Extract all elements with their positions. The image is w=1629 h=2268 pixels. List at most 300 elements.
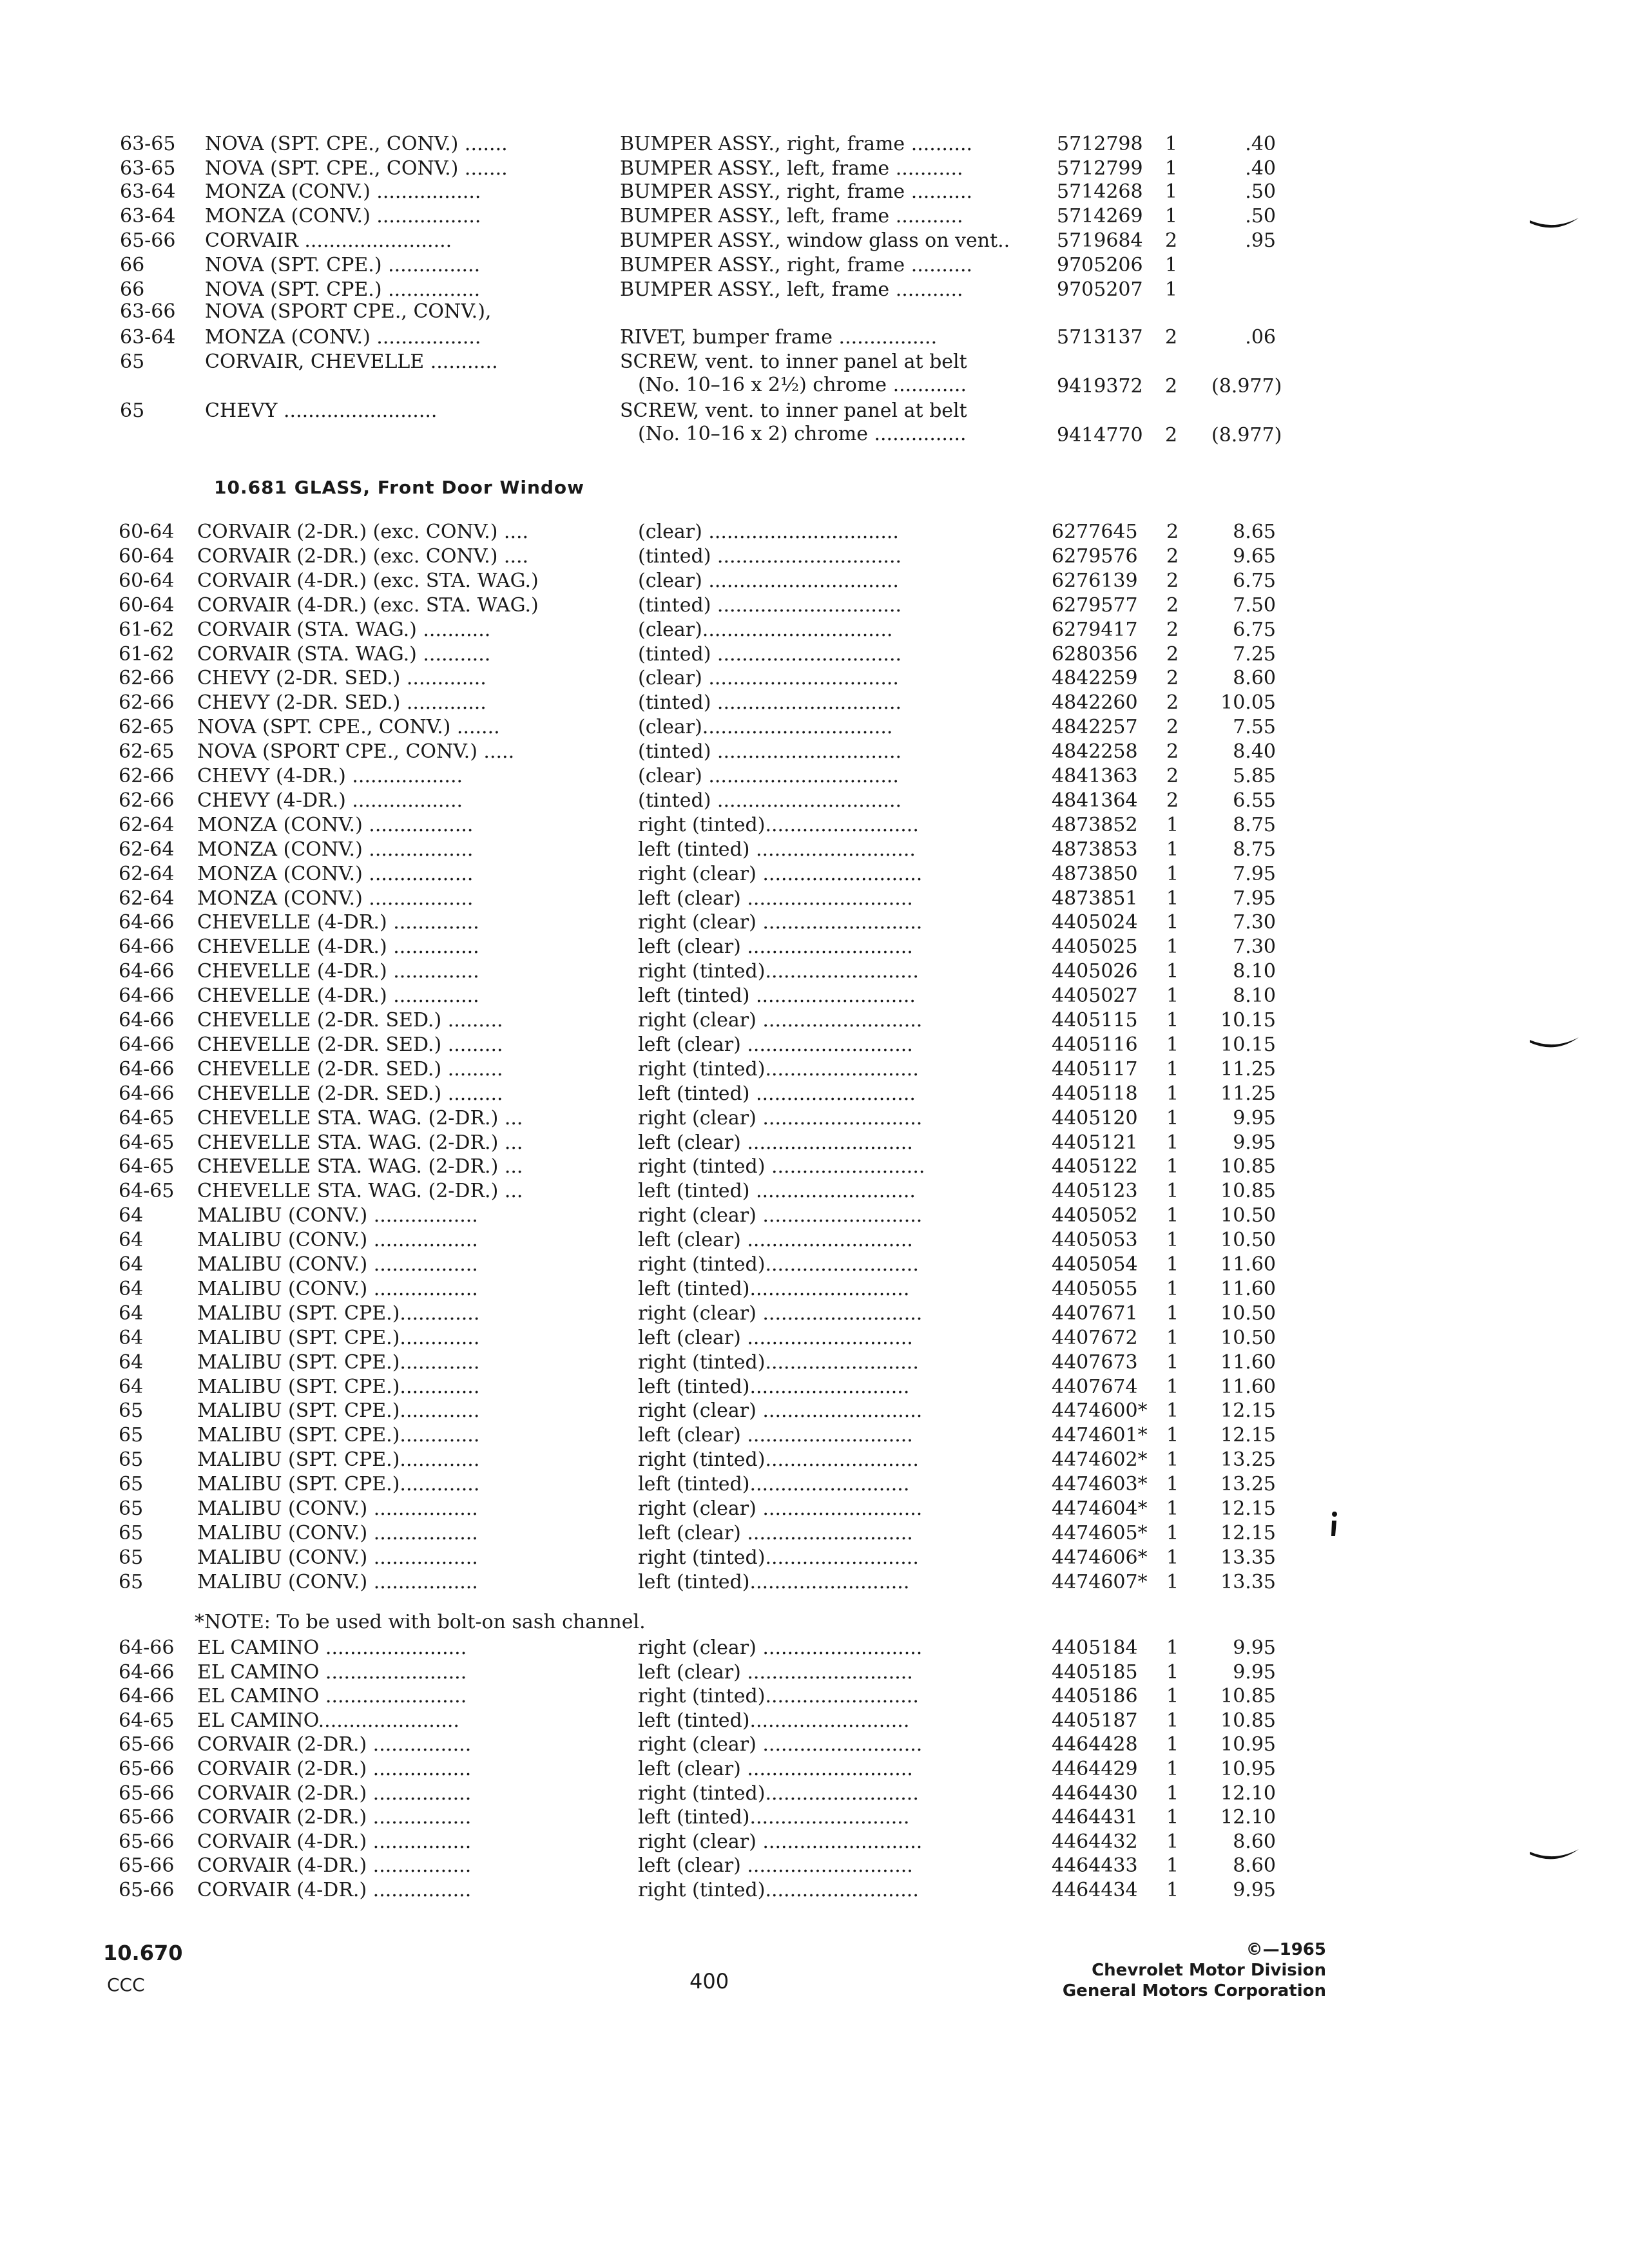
quantity-cell: 1 <box>1166 1758 1179 1780</box>
price-cell: 10.85 <box>1220 1180 1276 1203</box>
year-cell: 64-66 <box>119 1660 175 1684</box>
quantity-cell: 1 <box>1166 1155 1179 1178</box>
part-number-cell: 4405186 <box>1052 1685 1138 1708</box>
year-cell: 64-66 <box>119 960 175 983</box>
table-row <box>0 1204 1629 1230</box>
quantity-cell: 1 <box>1166 1497 1179 1520</box>
model-cell: CHEVY (2-DR. SED.) ............. <box>197 667 487 690</box>
description-cell: right (clear) .......................... <box>638 1009 923 1032</box>
part-number-cell: 4842258 <box>1052 740 1138 764</box>
price-cell: 10.05 <box>1220 691 1276 715</box>
publisher-block <box>1063 1939 1326 2001</box>
table-row <box>0 1229 1629 1254</box>
part-number-cell: 4464429 <box>1052 1758 1138 1780</box>
price-cell: 11.60 <box>1220 1375 1276 1398</box>
description-cell: right (tinted)......................... <box>638 1782 919 1805</box>
quantity-cell: 2 <box>1166 642 1179 666</box>
quantity-cell: 1 <box>1166 1782 1179 1805</box>
description-cell: right (clear) .......................... <box>638 1399 923 1423</box>
description-cell: BUMPER ASSY., right, frame .......... <box>620 133 973 155</box>
price-cell: 8.60 <box>1233 1830 1276 1853</box>
table-row <box>0 205 1629 231</box>
part-number-cell: 4464432 <box>1052 1830 1138 1853</box>
description-cell: BUMPER ASSY., left, frame ........... <box>620 278 963 301</box>
description-cell: left (clear) ........................... <box>638 1131 913 1154</box>
price-cell: 7.25 <box>1233 642 1276 666</box>
table-row <box>0 936 1629 961</box>
model-cell: CORVAIR (STA. WAG.) ........... <box>197 618 491 641</box>
table-row <box>0 1685 1629 1711</box>
quantity-cell: 2 <box>1165 375 1178 398</box>
description-cell: left (clear) ........................... <box>638 1660 913 1684</box>
table-row <box>0 1278 1629 1303</box>
price-cell: 12.15 <box>1220 1497 1276 1520</box>
table-row <box>0 1033 1629 1059</box>
model-cell: MONZA (CONV.) ................. <box>197 838 474 861</box>
model-cell: CHEVELLE (4-DR.) .............. <box>197 911 479 934</box>
quantity-cell: 2 <box>1165 326 1178 349</box>
part-number-cell: 4873851 <box>1052 887 1138 910</box>
table-row <box>0 1009 1629 1035</box>
part-number-cell: 6279577 <box>1052 593 1138 617</box>
table-row <box>0 667 1629 693</box>
price-cell: 8.10 <box>1233 985 1276 1008</box>
description-cell: right (clear) .......................... <box>638 1637 923 1659</box>
year-cell: 65 <box>119 1570 144 1593</box>
table-row <box>0 1661 1629 1687</box>
quantity-cell: 1 <box>1165 278 1178 301</box>
table-row <box>0 229 1629 255</box>
quantity-cell: 1 <box>1166 985 1179 1008</box>
year-cell: 64-65 <box>119 1155 175 1178</box>
year-cell: 64 <box>119 1326 144 1349</box>
price-cell: 10.15 <box>1220 1009 1276 1032</box>
table-row <box>0 1302 1629 1328</box>
quantity-cell: 1 <box>1166 813 1179 836</box>
quantity-cell: 2 <box>1166 691 1179 715</box>
model-cell: CORVAIR (4-DR.) ................ <box>197 1854 472 1878</box>
quantity-cell: 1 <box>1166 838 1179 861</box>
description-cell: (clear) ............................... <box>638 667 899 690</box>
quantity-cell: 1 <box>1166 1009 1179 1032</box>
model-cell: MALIBU (CONV.) ................. <box>197 1204 478 1227</box>
description-cell: right (tinted)......................... <box>638 1685 919 1708</box>
table-row <box>0 1253 1629 1279</box>
part-number-cell: 6280356 <box>1052 642 1138 666</box>
table-row <box>0 1831 1629 1856</box>
table-row <box>0 619 1629 644</box>
table-row <box>0 133 1629 159</box>
year-cell: 60-64 <box>119 569 175 592</box>
price-cell: 7.30 <box>1233 911 1276 934</box>
table-row <box>0 1782 1629 1808</box>
quantity-cell: 2 <box>1165 424 1178 447</box>
table-row <box>0 1879 1629 1905</box>
model-cell: CHEVY ......................... <box>205 399 438 422</box>
model-cell: MALIBU (SPT. CPE.)............. <box>197 1473 480 1496</box>
model-cell: MONZA (CONV.) ................. <box>197 813 474 836</box>
part-number-cell: 6279417 <box>1052 618 1138 641</box>
year-cell: 62-66 <box>119 789 175 812</box>
table-row <box>0 570 1629 595</box>
quantity-cell: 2 <box>1166 765 1179 787</box>
price-cell: 8.75 <box>1233 813 1276 836</box>
part-number-cell: 9705206 <box>1057 254 1143 276</box>
description-cell: right (clear) .......................... <box>638 1497 923 1520</box>
part-number-cell: 4474605* <box>1052 1521 1148 1544</box>
description-cell: BUMPER ASSY., right, frame .......... <box>620 180 973 203</box>
price-cell: 11.60 <box>1220 1350 1276 1374</box>
year-cell: 61-62 <box>119 618 175 641</box>
table-row <box>0 1497 1629 1523</box>
quantity-cell: 1 <box>1166 862 1179 885</box>
part-number-cell: 4405185 <box>1052 1660 1138 1684</box>
year-cell: 62-64 <box>119 862 175 885</box>
quantity-cell: 1 <box>1166 960 1179 983</box>
price-cell: 7.95 <box>1233 862 1276 885</box>
year-cell: 64-65 <box>119 1106 175 1129</box>
table-row <box>0 1522 1629 1548</box>
model-cell: CORVAIR (2-DR.) (exc. CONV.) .... <box>197 544 529 568</box>
description-cell: right (tinted)......................... <box>638 1350 919 1374</box>
price-cell: 13.35 <box>1220 1570 1276 1593</box>
part-number-cell: 4464431 <box>1052 1806 1138 1829</box>
model-cell: CORVAIR (4-DR.) ................ <box>197 1879 472 1901</box>
description-cell: (clear)............................... <box>638 618 893 641</box>
table-row <box>0 1399 1629 1425</box>
quantity-cell: 2 <box>1166 740 1179 764</box>
margin-mark <box>1327 1510 1340 1540</box>
model-cell: EL CAMINO ....................... <box>197 1685 467 1708</box>
price-cell: 6.55 <box>1233 789 1276 812</box>
table-row <box>0 1424 1629 1450</box>
price-cell: 10.50 <box>1220 1326 1276 1349</box>
year-cell: 63-65 <box>120 133 176 155</box>
year-cell: 64-66 <box>119 1082 175 1105</box>
year-cell: 65 <box>119 1473 144 1496</box>
quantity-cell: 1 <box>1166 1106 1179 1129</box>
price-cell: 9.95 <box>1233 1879 1276 1901</box>
model-cell: CORVAIR (2-DR.) ................ <box>197 1782 472 1805</box>
part-number-cell: 4405055 <box>1052 1277 1138 1300</box>
price-cell: 8.40 <box>1233 740 1276 764</box>
year-cell: 64-65 <box>119 1709 175 1732</box>
part-number-cell: 4474603* <box>1052 1473 1148 1496</box>
year-cell: 62-65 <box>119 740 175 764</box>
price-cell: 11.60 <box>1220 1277 1276 1300</box>
table-row <box>0 594 1629 620</box>
part-number-cell: 4405184 <box>1052 1637 1138 1659</box>
year-cell: 64-65 <box>119 1180 175 1203</box>
table-row <box>0 838 1629 864</box>
table-row <box>0 1155 1629 1181</box>
description-cell: (tinted) .............................. <box>638 642 902 666</box>
table-row <box>0 1180 1629 1206</box>
screw-size-text: (No. 10–16 x 2½) chrome ............ <box>638 374 967 396</box>
quantity-cell: 1 <box>1165 180 1178 203</box>
year-cell: 64-66 <box>119 1009 175 1032</box>
description-cell: (clear) ............................... <box>638 765 899 787</box>
price-cell: .40 <box>1245 133 1276 155</box>
model-cell: NOVA (SPT. CPE., CONV.) ....... <box>205 133 508 155</box>
part-number-cell: 4405123 <box>1052 1180 1138 1203</box>
description-cell: right (clear) .......................... <box>638 1106 923 1129</box>
table-row <box>0 399 1629 425</box>
table-row <box>0 1058 1629 1084</box>
year-cell: 65 <box>120 351 145 373</box>
table-row <box>0 326 1629 352</box>
price-cell: 7.30 <box>1233 936 1276 959</box>
description-cell: right (clear) .......................... <box>638 1733 923 1756</box>
description-cell: right (tinted)......................... <box>638 1546 919 1569</box>
description-cell: right (clear) .......................... <box>638 1302 923 1325</box>
table-row <box>0 887 1629 913</box>
price-cell: 10.15 <box>1220 1033 1276 1056</box>
description-cell: (tinted) .............................. <box>638 789 902 812</box>
price-cell: .40 <box>1245 157 1276 180</box>
description-cell: right (tinted)......................... <box>638 1057 919 1081</box>
part-number-cell: 4474601* <box>1052 1424 1148 1447</box>
price-cell: 8.60 <box>1233 667 1276 690</box>
year-cell: 64-66 <box>119 1685 175 1708</box>
model-cell: MONZA (CONV.) ................. <box>197 887 474 910</box>
description-cell: left (tinted).......................... <box>638 1277 910 1300</box>
year-cell: 64 <box>119 1229 144 1252</box>
table-row <box>0 1709 1629 1735</box>
quantity-cell: 1 <box>1165 133 1178 155</box>
description-cell: left (clear) ........................... <box>638 887 913 910</box>
price-cell: 8.60 <box>1233 1854 1276 1878</box>
model-cell: MALIBU (CONV.) ................. <box>197 1546 478 1569</box>
price-cell: 6.75 <box>1233 618 1276 641</box>
table-row <box>0 716 1629 742</box>
year-cell: 65-66 <box>119 1782 175 1805</box>
part-number-cell: 4405115 <box>1052 1009 1138 1032</box>
price-cell: 10.85 <box>1220 1155 1276 1178</box>
year-cell: 64-66 <box>119 1057 175 1081</box>
year-cell: 60-64 <box>119 521 175 543</box>
quantity-cell: 1 <box>1166 887 1179 910</box>
part-number-cell: 5719684 <box>1057 229 1143 252</box>
description-cell: left (clear) ........................... <box>638 936 913 959</box>
table-row <box>0 765 1629 791</box>
model-cell: MALIBU (CONV.) ................. <box>197 1253 478 1276</box>
part-number-cell: 4407673 <box>1052 1350 1138 1374</box>
quantity-cell: 1 <box>1166 1424 1179 1447</box>
description-cell: (clear)............................... <box>638 716 893 739</box>
year-cell: 65 <box>119 1497 144 1520</box>
model-cell: MALIBU (CONV.) ................. <box>197 1521 478 1544</box>
price-cell: 11.60 <box>1220 1253 1276 1276</box>
model-cell: NOVA (SPT. CPE., CONV.) ....... <box>197 716 500 739</box>
price-cell: .50 <box>1245 180 1276 203</box>
model-cell: CHEVELLE (2-DR. SED.) ......... <box>197 1009 503 1032</box>
table-row <box>0 300 1629 326</box>
year-cell: 65-66 <box>119 1806 175 1829</box>
model-cell: NOVA (SPORT CPE., CONV.) ..... <box>197 740 515 764</box>
model-cell: CHEVELLE (2-DR. SED.) ......... <box>197 1033 503 1056</box>
quantity-cell: 1 <box>1166 1806 1179 1829</box>
price-cell: (8.977) <box>1211 424 1282 447</box>
footnote: *NOTE: To be used with bolt-on sash channel. <box>195 1611 646 1633</box>
table-row <box>0 180 1629 206</box>
description-cell: right (tinted)......................... <box>638 813 919 836</box>
description-cell: left (tinted).......................... <box>638 1709 910 1732</box>
description-cell: (tinted) .............................. <box>638 691 902 715</box>
model-cell: CHEVELLE (4-DR.) .............. <box>197 985 479 1008</box>
table-row <box>0 1131 1629 1157</box>
part-number-cell: 4407671 <box>1052 1302 1138 1325</box>
year-cell: 64-66 <box>119 936 175 959</box>
price-cell: 9.95 <box>1233 1660 1276 1684</box>
price-cell: 13.25 <box>1220 1448 1276 1472</box>
description-cell: (tinted) .............................. <box>638 740 902 764</box>
model-cell: CORVAIR (2-DR.) (exc. CONV.) .... <box>197 521 529 543</box>
table-row <box>0 545 1629 571</box>
division-text: Chevrolet Motor Division <box>1092 1961 1326 1980</box>
model-cell: MONZA (CONV.) ................. <box>197 862 474 885</box>
model-cell: CORVAIR (2-DR.) ................ <box>197 1806 472 1829</box>
price-cell: 12.15 <box>1220 1521 1276 1544</box>
part-number-cell: 5712798 <box>1057 133 1143 155</box>
model-cell: MALIBU (CONV.) ................. <box>197 1570 478 1593</box>
quantity-cell: 1 <box>1166 1733 1179 1756</box>
description-cell: (tinted) .............................. <box>638 544 902 568</box>
model-cell: CORVAIR (4-DR.) (exc. STA. WAG.) <box>197 593 539 617</box>
part-number-cell: 4405024 <box>1052 911 1138 934</box>
price-cell: 11.25 <box>1220 1082 1276 1105</box>
price-cell: .50 <box>1245 205 1276 227</box>
description-cell: left (tinted) .......................... <box>638 1180 916 1203</box>
description-cell: right (tinted)......................... <box>638 1879 919 1901</box>
quantity-cell: 1 <box>1166 1229 1179 1252</box>
price-cell: 10.50 <box>1220 1229 1276 1252</box>
table-row <box>0 1758 1629 1783</box>
part-number-cell: 4873852 <box>1052 813 1138 836</box>
quantity-cell: 1 <box>1165 254 1178 276</box>
price-cell: 7.55 <box>1233 716 1276 739</box>
year-cell: 65 <box>119 1399 144 1423</box>
quantity-cell: 2 <box>1166 593 1179 617</box>
corporation-text: General Motors Corporation <box>1062 1981 1326 2001</box>
year-cell: 65 <box>119 1448 144 1472</box>
part-number-cell: 6277645 <box>1052 521 1138 543</box>
description-cell: right (tinted)......................... <box>638 960 919 983</box>
description-cell: right (clear) .......................... <box>638 911 923 934</box>
part-number-cell: 4405118 <box>1052 1082 1138 1105</box>
table-row <box>0 1082 1629 1108</box>
table-row <box>0 789 1629 815</box>
quantity-cell: 1 <box>1166 911 1179 934</box>
price-cell: 10.95 <box>1220 1758 1276 1780</box>
price-cell: 10.85 <box>1220 1685 1276 1708</box>
price-cell: 9.65 <box>1233 544 1276 568</box>
year-cell: 65-66 <box>119 1854 175 1878</box>
quantity-cell: 1 <box>1166 1057 1179 1081</box>
part-number-cell: 4474606* <box>1052 1546 1148 1569</box>
table-row <box>0 863 1629 889</box>
description-cell: left (clear) ........................... <box>638 1229 913 1252</box>
quantity-cell: 1 <box>1166 1302 1179 1325</box>
table-row <box>0 1473 1629 1499</box>
model-cell: CHEVELLE (2-DR. SED.) ......... <box>197 1057 503 1081</box>
description-cell: BUMPER ASSY., left, frame ........... <box>620 205 963 227</box>
year-cell: 63-64 <box>120 205 176 227</box>
model-cell: NOVA (SPORT CPE., CONV.), <box>205 300 492 323</box>
part-number-cell: 4474604* <box>1052 1497 1148 1520</box>
part-number-cell: 4405053 <box>1052 1229 1138 1252</box>
model-cell: NOVA (SPT. CPE.) ............... <box>205 278 481 301</box>
model-cell: MALIBU (SPT. CPE.)............. <box>197 1350 480 1374</box>
description-cell: left (tinted).......................... <box>638 1375 910 1398</box>
model-cell: MALIBU (CONV.) ................. <box>197 1277 478 1300</box>
year-cell: 64 <box>119 1277 144 1300</box>
model-cell: MALIBU (SPT. CPE.)............. <box>197 1375 480 1398</box>
part-number-cell: 9705207 <box>1057 278 1143 301</box>
quantity-cell: 1 <box>1166 1546 1179 1569</box>
price-cell: 8.75 <box>1233 838 1276 861</box>
model-cell: MALIBU (SPT. CPE.)............. <box>197 1302 480 1325</box>
model-cell: CORVAIR (4-DR.) (exc. STA. WAG.) <box>197 569 539 592</box>
model-cell: NOVA (SPT. CPE.) ............... <box>205 254 481 276</box>
price-cell: 13.25 <box>1220 1473 1276 1496</box>
part-number-cell: 4841363 <box>1052 765 1138 787</box>
year-cell: 62-66 <box>119 667 175 690</box>
description-cell: left (tinted) .......................... <box>638 985 916 1008</box>
price-cell: 7.95 <box>1233 887 1276 910</box>
quantity-cell: 1 <box>1166 1277 1179 1300</box>
table-row <box>0 1733 1629 1759</box>
year-cell: 64 <box>119 1302 144 1325</box>
model-cell: EL CAMINO ....................... <box>197 1637 467 1659</box>
model-cell: EL CAMINO ....................... <box>197 1660 467 1684</box>
year-cell: 65 <box>119 1424 144 1447</box>
price-cell: .06 <box>1245 326 1276 349</box>
quantity-cell: 1 <box>1166 1253 1179 1276</box>
model-cell: MONZA (CONV.) ................. <box>205 180 481 203</box>
part-number-cell: 4405054 <box>1052 1253 1138 1276</box>
part-number-cell: 4405187 <box>1052 1709 1138 1732</box>
part-number-cell: 4407672 <box>1052 1326 1138 1349</box>
part-number-cell: 4464428 <box>1052 1733 1138 1756</box>
year-cell: 62-64 <box>119 887 175 910</box>
screw-size-text: (No. 10–16 x 2) chrome ............... <box>638 423 967 445</box>
price-cell: 9.95 <box>1233 1131 1276 1154</box>
model-cell: MALIBU (SPT. CPE.)............. <box>197 1448 480 1472</box>
year-cell: 62-64 <box>119 813 175 836</box>
quantity-cell: 1 <box>1166 1660 1179 1684</box>
description-cell: right (tinted)......................... <box>638 1448 919 1472</box>
description-cell: left (tinted).......................... <box>638 1570 910 1593</box>
model-cell: CORVAIR (STA. WAG.) ........... <box>197 642 491 666</box>
year-cell: 62-65 <box>119 716 175 739</box>
description-cell: SCREW, vent. to inner panel at belt <box>620 351 967 373</box>
part-number-cell: 9414770 <box>1057 424 1143 447</box>
quantity-cell: 2 <box>1165 229 1178 252</box>
price-cell: 6.75 <box>1233 569 1276 592</box>
year-cell: 65-66 <box>119 1758 175 1780</box>
price-cell: 8.10 <box>1233 960 1276 983</box>
table-row <box>0 643 1629 669</box>
description-cell: right (tinted)......................... <box>638 1253 919 1276</box>
quantity-cell: 1 <box>1166 1399 1179 1423</box>
year-cell: 60-64 <box>119 593 175 617</box>
description-cell: left (tinted) .......................... <box>638 838 916 861</box>
year-cell: 63-64 <box>120 326 176 349</box>
table-row <box>0 1806 1629 1832</box>
part-number-cell: 4405121 <box>1052 1131 1138 1154</box>
margin-mark <box>1528 1848 1580 1867</box>
